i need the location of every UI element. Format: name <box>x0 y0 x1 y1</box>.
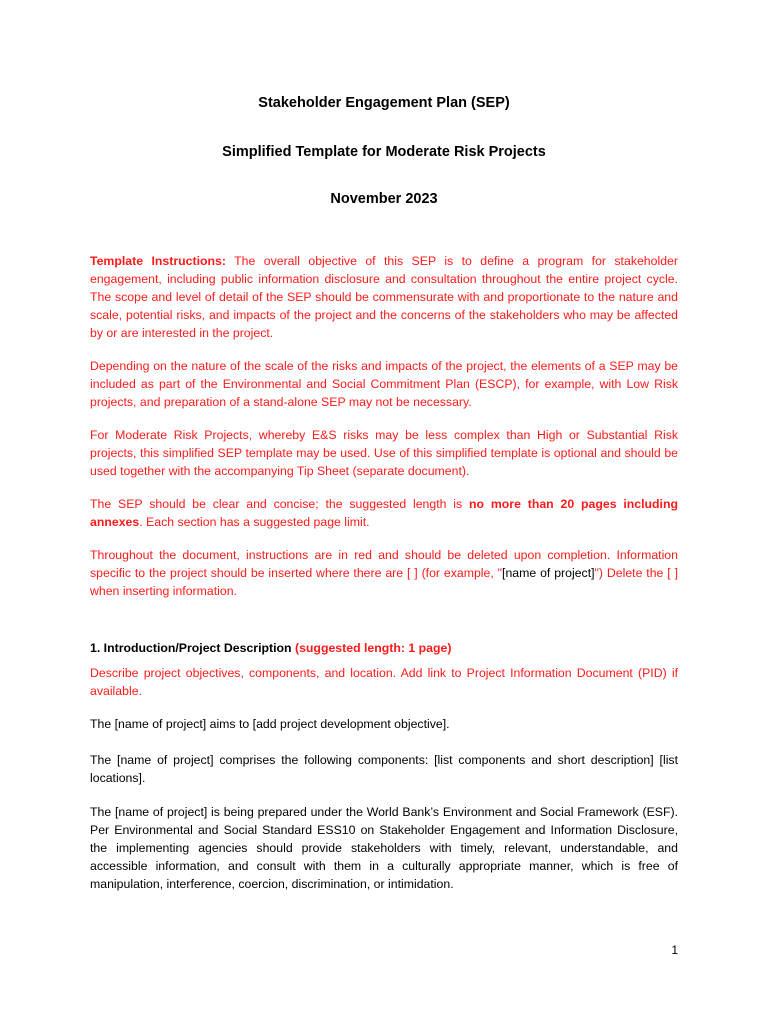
instructions-paragraph-5 <box>90 546 678 600</box>
page-number: 1 <box>671 943 678 957</box>
instructions-paragraph-4 <box>90 495 678 531</box>
instructions-paragraph-3: For Moderate Risk Projects, whereby E&S risks may be less complex than High or Substantial Risk projects, this simplified SEP template may be used. Use of this simplified template is optional and should be used together with the accompanying Tip Sheet (separate document). <box>90 428 678 478</box>
section-1-length-note: (suggested length: 1 page) <box>294 641 452 655</box>
section-1-paragraph-3: The [name of project] is being prepared under the World Bank’s Environment and Social Framework (ESF). Per Environmental and Social Standard ESS10 on Stakeholder Engagement and Information Disclosure, the implementing agencies should provide stakeholders with timely, relevant, understandable, and accessible information, and consult with them in a culturally appropriate manner, which is free of manipulation, interference, coercion, discrimination, or intimidation. <box>90 805 678 891</box>
document-date: November 2023 <box>330 191 438 207</box>
instructions-text-5a: Throughout the document, instructions are in red and should be deleted upon completion. Information specific to the project should be inserted where there are [ ] (for example, " <box>90 548 678 580</box>
section-1-instruction: Describe project objectives, components, and location. Add link to Project Information Document (PID) if available. <box>90 666 678 698</box>
document-subtitle: Simplified Template for Moderate Risk Projects <box>222 144 546 160</box>
instructions-text-1: The overall objective of this SEP is to define a program for stakeholder engagement, including public information disclosure and consultation throughout the entire project cycle. The scope and level of detail of the SEP should be commensurate with and proportionate to the nature and scale, potential risks, and impacts of the project and the concerns of the stakeholders who may be affected by or are interested in the project. <box>90 254 678 340</box>
section-1-paragraph-1: The [name of project] aims to [add project development objective]. <box>90 717 450 731</box>
section-1-heading <box>90 639 678 657</box>
instructions-text-4a: The SEP should be clear and concise; the suggested length is <box>90 497 469 511</box>
section-1-paragraph-2: The [name of project] comprises the following components: [list components and short description] [list locations]. <box>90 753 678 785</box>
document-title: Stakeholder Engagement Plan (SEP) <box>258 95 510 111</box>
instructions-paragraph-1 <box>90 252 678 342</box>
instructions-paragraph-2: Depending on the nature of the scale of the risks and impacts of the project, the elements of a SEP may be included as part of the Environmental and Social Commitment Plan (ESCP), for example, with Low Risk projects, and preparation of a stand-alone SEP may not be necessary. <box>90 359 678 409</box>
instructions-example-placeholder: [name of project] <box>502 566 595 580</box>
instructions-text-4b: . Each section has a suggested page limit. <box>139 515 370 529</box>
instructions-text-5b: ") Delete the [ ] when inserting information. <box>90 566 678 598</box>
section-1-title: 1. Introduction/Project Description <box>90 641 295 655</box>
instructions-length-limit: no more than 20 pages including annexes <box>90 497 679 529</box>
instructions-label: Template Instructions: <box>90 254 226 268</box>
